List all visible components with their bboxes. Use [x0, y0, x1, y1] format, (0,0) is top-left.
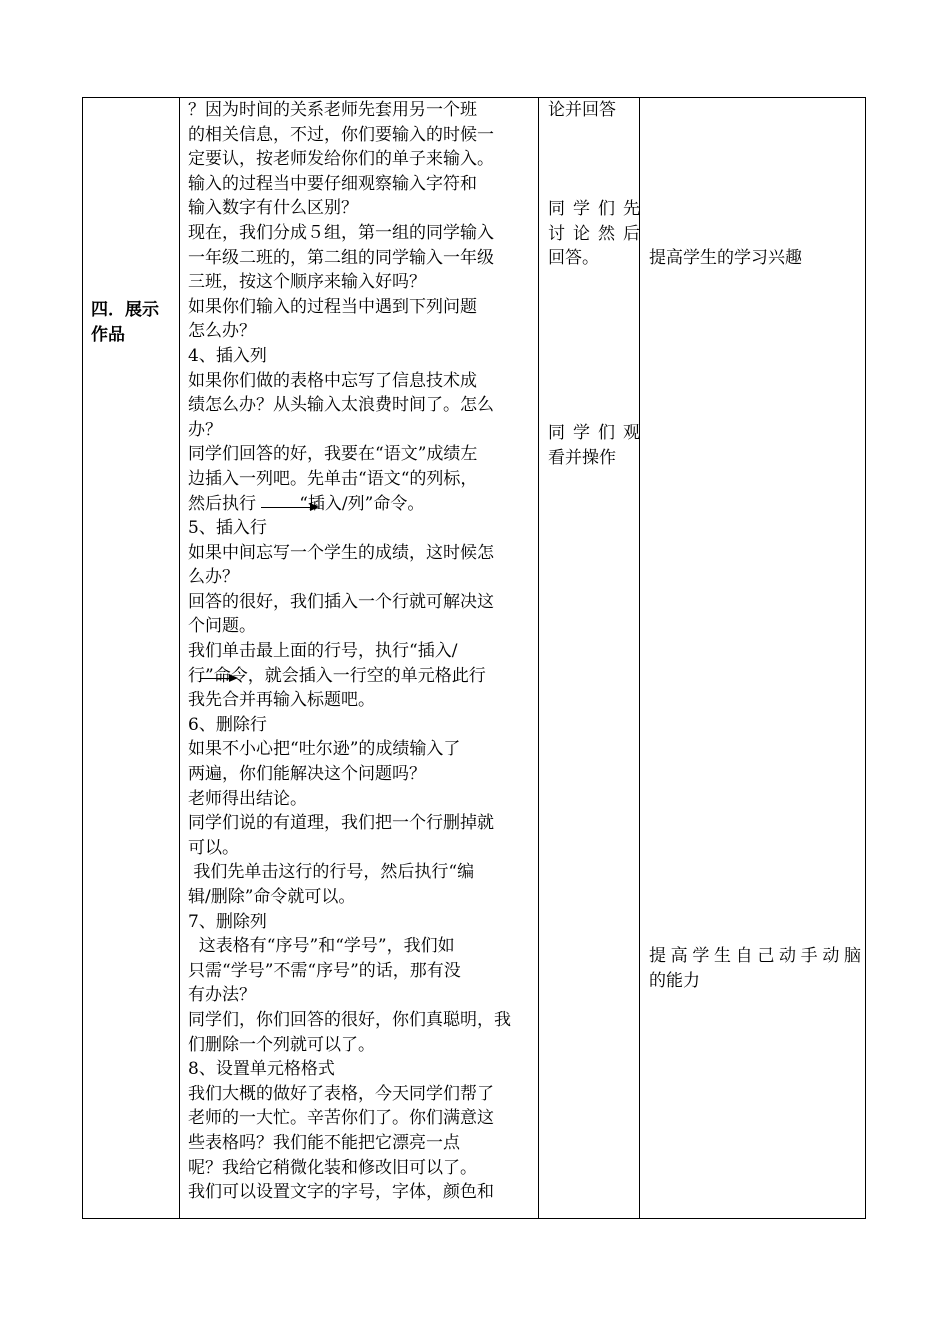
content-line: 个问题。	[188, 616, 256, 637]
lesson-plan-table	[82, 97, 866, 1219]
activity-line: 同学们观	[548, 423, 640, 443]
content-line: 我们单击最上面的行号，执行“插入/	[188, 641, 458, 662]
stage-label	[91, 297, 176, 346]
content-line: 呢？我给它稍微化装和修改旧可以了。	[188, 1157, 477, 1178]
content-line: 我先合并再输入标题吧。	[188, 690, 375, 711]
content-line: 同学们说的有道理，我们把一个行删掉就	[188, 813, 494, 834]
content-line: 输入数字有什么区别？	[188, 198, 358, 219]
design-intent-2	[649, 944, 861, 993]
content-line: 输入的过程当中要仔细观察输入字符和	[188, 173, 477, 194]
content-line: 行”命令，就会插入一行空的单元格此行	[188, 665, 486, 686]
content-line: 么办？	[188, 567, 239, 588]
content-line: 有办法？	[188, 985, 256, 1006]
student-activity-3	[548, 421, 640, 470]
content-line: 同学们回答的好，我要在“语文”成绩左	[188, 444, 478, 465]
content-line: 怎么办？	[188, 321, 256, 342]
stage-label-line: 作品	[91, 324, 125, 345]
arrow-head-icon	[229, 674, 238, 682]
content-line: 老师得出结论。	[188, 788, 307, 809]
activity-line: 看并操作	[548, 447, 616, 468]
content-line: 绩怎么办？从头输入太浪费时间了。怎么	[188, 395, 494, 416]
content-line: 这表格有“序号”和“学号”，我们如	[188, 936, 455, 957]
intent-line: 提高学生的学习兴趣	[649, 248, 802, 268]
content-line: 老师的一大忙。辛苦你们了。你们满意这	[188, 1108, 494, 1129]
content-line: 如果中间忘写一个学生的成绩，这时候怎	[188, 542, 494, 563]
student-activity-1	[548, 98, 640, 123]
content-line: 我们先单击这行的行号，然后执行“编	[188, 862, 475, 883]
intent-line: 的能力	[649, 970, 700, 991]
content-line: 只需“学号”不需“序号”的话，那有没	[188, 960, 461, 981]
teaching-content	[188, 98, 536, 1205]
arrow-decoration	[261, 507, 311, 508]
content-line: 三班，按这个顺序来输入好吗？	[188, 272, 426, 293]
content-line: 然后执行 “插入/列”命令。	[188, 493, 425, 514]
content-line: 一年级二班的，第二组的同学输入一年级	[188, 247, 494, 268]
content-line: 4、插入列	[188, 345, 267, 366]
activity-line: 讨论然后	[548, 223, 640, 244]
content-line: 现在，我们分成５组，第一组的同学输入	[188, 222, 494, 243]
content-line: 我们可以设置文字的字号，字体，颜色和	[188, 1182, 494, 1203]
stage-label-line: 四．展示	[91, 300, 159, 320]
column-divider	[538, 98, 539, 1218]
content-line: 同学们，你们回答的很好，你们真聪明，我	[188, 1009, 511, 1030]
content-line: 7、删除列	[188, 911, 267, 932]
content-line: 如果不小心把“吐尔逊”的成绩输入了	[188, 739, 461, 760]
content-line: 可以。	[188, 837, 239, 858]
content-line: 定要认，按老师发给你们的单子来输入。	[188, 149, 494, 170]
content-line: 如果你们做的表格中忘写了信息技术成	[188, 370, 477, 391]
intent-line: 提高学生自己动手动脑	[649, 946, 861, 966]
content-line: 办？	[188, 419, 222, 440]
activity-line: 回答。	[548, 248, 599, 269]
content-line: 辑/删除”命令就可以。	[188, 887, 356, 907]
content-line: 两遍，你们能解决这个问题吗？	[188, 764, 426, 785]
student-activity-2	[548, 197, 640, 271]
design-intent-1	[649, 246, 861, 271]
content-line: 们删除一个列就可以了。	[188, 1034, 375, 1055]
content-line: 8、设置单元格格式	[188, 1059, 335, 1080]
content-line: 的相关信息，不过，你们要输入的时候一	[188, 124, 494, 145]
arrow-head-icon	[310, 503, 319, 511]
content-line: 如果你们输入的过程当中遇到下列问题	[188, 296, 477, 317]
content-line: 我们大概的做好了表格，今天同学们帮了	[188, 1083, 494, 1104]
content-line: 边插入一列吧。先单击“语文“的列标，	[188, 468, 478, 489]
content-line: ？因为时间的关系老师先套用另一个班	[188, 100, 477, 120]
activity-line: 同学们先	[548, 199, 640, 219]
activity-line: 论并回答	[548, 100, 616, 120]
content-line: 5、插入行	[188, 518, 267, 539]
column-divider	[179, 98, 180, 1218]
content-line: 回答的很好，我们插入一个行就可解决这	[188, 591, 494, 612]
content-line: 6、删除行	[188, 714, 267, 735]
content-line: 些表格吗？我们能不能把它漂亮一点	[188, 1132, 460, 1153]
